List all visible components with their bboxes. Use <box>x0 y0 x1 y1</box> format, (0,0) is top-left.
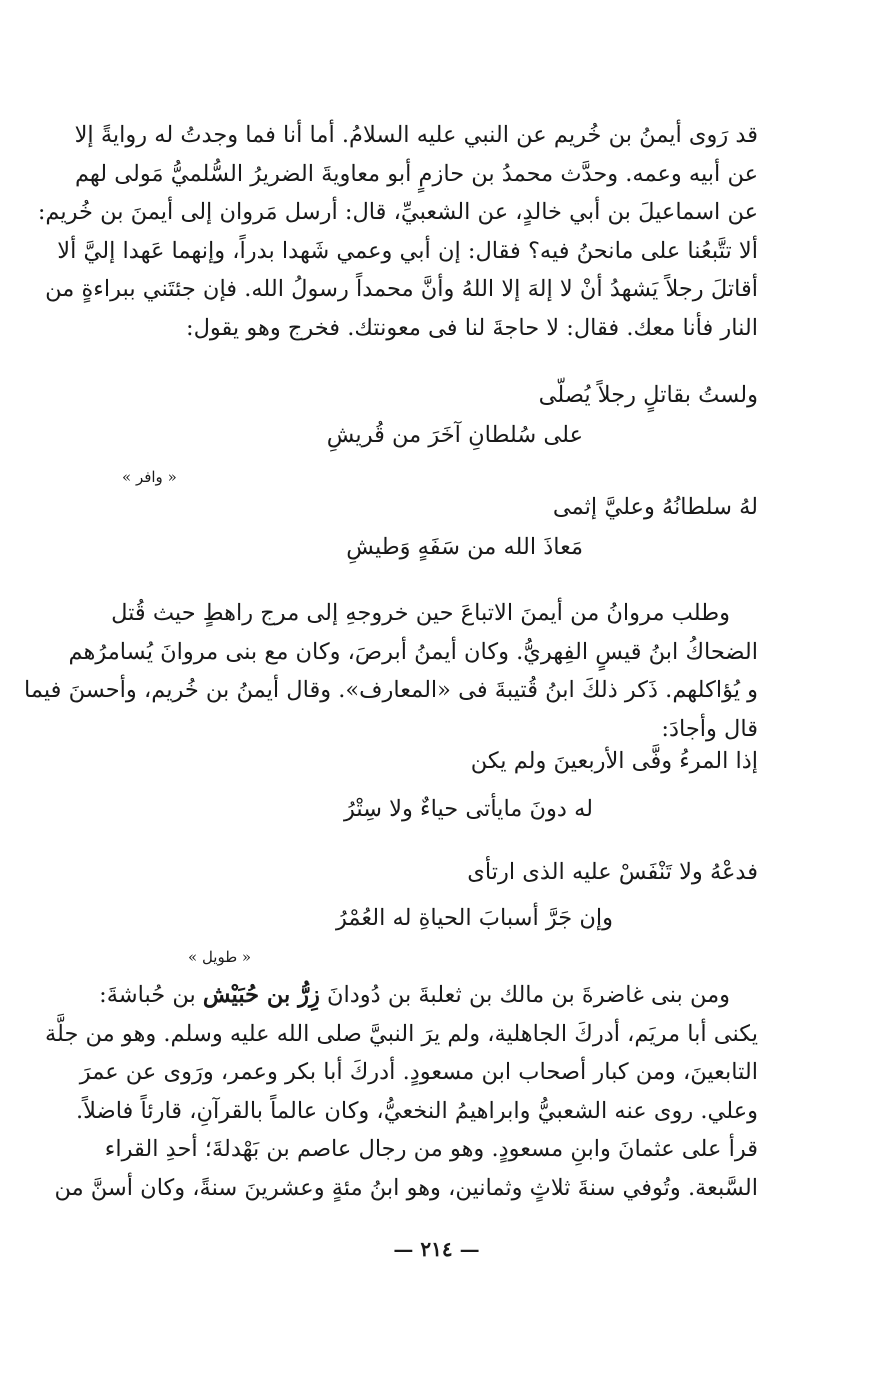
poem-verse-first-hemistich: فدعْهُ ولا تَنْفَسْ عليه الذى ارتأى <box>467 859 758 885</box>
poem-verse-second-hemistich: له دونَ مايأتى حياءٌ ولا سِتْرُ <box>343 796 593 822</box>
text-line: النار فأنا معك. فقال: لا حاجةَ لنا فى معونتك. فخرج وهو يقول: <box>185 314 758 341</box>
text-line: قال وأجادَ: <box>661 715 758 742</box>
text-line: قرأ على عثمانَ وابنِ مسعودٍ. وهو من رجال عاصم بن بَهْدلةَ؛ أحدِ القراء <box>104 1136 758 1162</box>
page-number: — ٢١٤ — <box>393 1237 480 1261</box>
text-line: عن اسماعيلَ بن أبي خالدٍ، عن الشعبيِّ، قال: أرسل مَروان إلى أيمنَ بن خُريم: <box>37 199 758 225</box>
text-line: التابعينَ، ومن كبار أصحاب ابن مسعودٍ. أدركَ أبا بكر وعمر، ورَوى عن عمرَ <box>79 1059 758 1085</box>
biography-name: زِرُّ بن حُبَيْش <box>202 982 320 1008</box>
text-lead: ومن بنى غاضرةَ بن مالك بن ثعلبةَ بن دُودانَ <box>327 982 730 1008</box>
text-line: وطلب مروانُ من أيمنَ الاتباعَ حين خروجهِ إلى مرج راهطٍ حيث قُتل <box>111 600 730 626</box>
text-line: قد رَوى أيمنُ بن خُريم عن النبي عليه السلامُ. أما أنا فما وجدتُ له روايةً إلا <box>74 122 758 148</box>
poem-meter-label: « وافر » <box>122 468 177 486</box>
text-line: عن أبيه وعمه. وحدَّث محمدُ بن حازمٍ أبو معاويةَ الضريرُ السُّلميُّ مَولى لهم <box>74 160 758 187</box>
poem-verse-second-hemistich: وإن جَرَّ أسبابَ الحياةِ له العُمْرُ <box>335 905 613 931</box>
poem-verse-first-hemistich: إذا المرءُ وفَّى الأربعينَ ولم يكن <box>470 748 758 774</box>
poem-verse-first-hemistich: لهُ سلطانُهُ وعليَّ إثمى <box>552 494 758 520</box>
text-line: و يُؤاكلهم. ذَكر ذلكَ ابنُ قُتيبةَ فى «المعارف». وقال أيمنُ بن خُريم، وأحسنَ فيما <box>24 677 758 703</box>
paragraph-ayman-narration <box>37 116 758 347</box>
text-line: يكنى أبا مريَم، أدركَ الجاهلية، ولم يرَ النبيَّ صلى الله عليه وسلم. وهو من جلَّة <box>44 1020 758 1047</box>
poem-verse-first-hemistich: ولستُ بقاتلٍ رجلاً يُصلّى <box>538 382 758 408</box>
paragraph-zirr-biography <box>44 976 758 1207</box>
text-line: أقاتلَ رجلاً يَشهدُ أنْ لا إلهَ إلا اللهُ وأنَّ محمداً رسولُ الله. فإن جئتَني ببراءةٍ من <box>45 276 758 302</box>
text-line: الضحاكُ ابنُ قيسٍ الفِهريُّ. وكان أيمنُ أبرصَ، وكان مع بنى مروانَ يُسامرُهم <box>68 638 758 665</box>
text-line: وعلي. روى عنه الشعبيُّ وابراهيمُ النخعيُّ، وكان عالماً بالقرآنِ، قارئاً فاضلاً. <box>76 1097 758 1124</box>
poem-meter-label: « طويل » <box>188 948 252 966</box>
text-tail: بن حُباشةَ: <box>99 982 196 1008</box>
poem-verse-second-hemistich: مَعاذَ الله من سَفَهٍ وَطيشِ <box>346 534 583 560</box>
poem-verse-second-hemistich: على سُلطانِ آخَرَ من قُريشِ <box>326 422 583 448</box>
text-line <box>99 976 758 1015</box>
text-line: ألا تتَّبعُنا على مانحنُ فيه؟ فقال: إن أبي وعمي شَهدا بدراً، وإنهما عَهدا إليَّ ألا <box>57 237 758 264</box>
paragraph-marwan-request <box>24 594 758 748</box>
text-line: السَّبعة. وتُوفي سنةَ ثلاثٍ وثمانين، وهو ابنُ مئةٍ وعشرينَ سنةً، وكان أسنَّ من <box>54 1174 758 1201</box>
